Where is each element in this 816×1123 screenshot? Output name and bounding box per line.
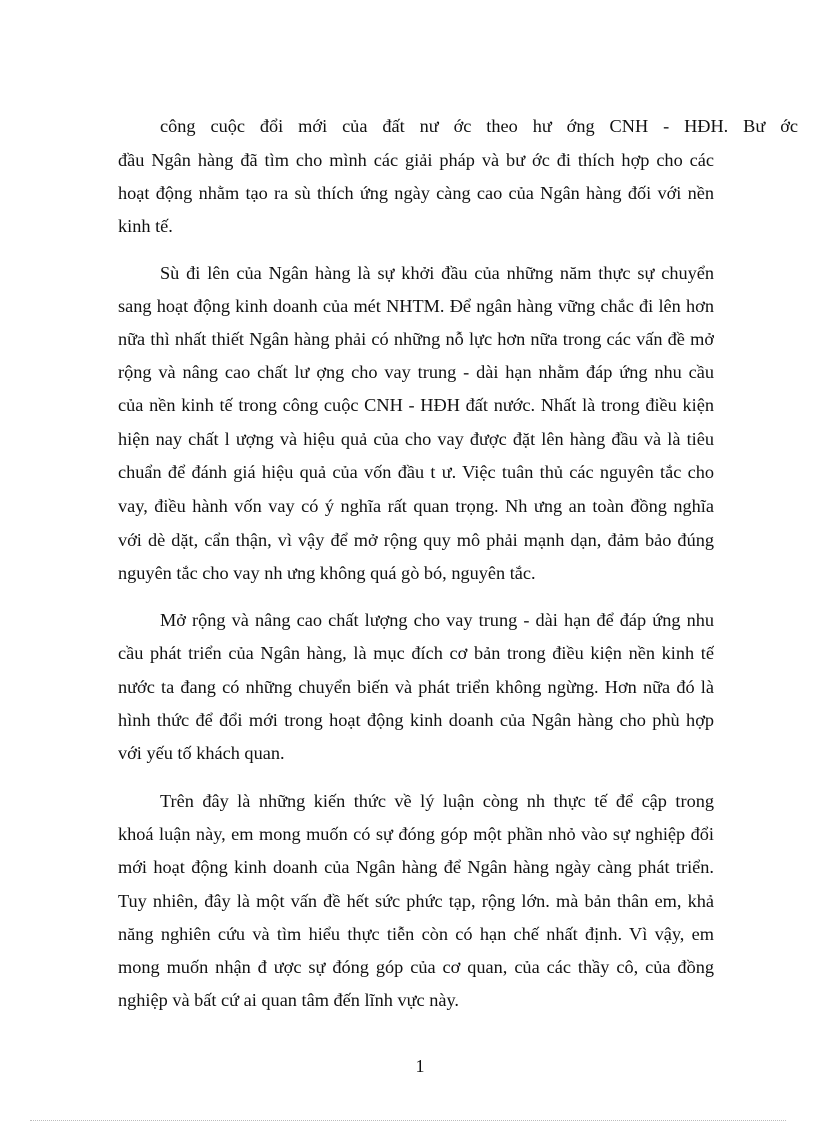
text-line: nữa thì nhất thiết Ngân hàng phải có những nỗ lực hơn nữa trong các vấn đề mở: [118, 329, 714, 349]
text-line: mới hoạt động kinh doanh của Ngân hàng để Ngân hàng ngày càng phát triển.: [118, 857, 714, 877]
text-line: kinh tế.: [118, 216, 173, 236]
text-line: cầu phát triển của Ngân hàng, là mục đích cơ bản trong điều kiện nền kinh tế: [118, 643, 714, 663]
text-line: hoạt động nhằm tạo ra sù thích ứng ngày càng cao của Ngân hàng đối với nền: [118, 183, 714, 203]
text-line: Mở rộng và nâng cao chất lượng cho vay trung - dài hạn để đáp ứng nhu: [160, 610, 714, 630]
text-line: đầu Ngân hàng đã tìm cho mình các giải pháp và bư ớc đi thích hợp cho các: [118, 150, 714, 170]
text-line: sang hoạt động kinh doanh của mét NHTM. Để ngân hàng vững chắc đi lên hơn: [118, 296, 714, 316]
text-line: với dè dặt, cẩn thận, vì vậy để mở rộng quy mô phải mạnh dạn, đảm bảo đúng: [118, 530, 714, 550]
text-line: Sù đi lên của Ngân hàng là sự khởi đầu của những năm thực sự chuyển: [160, 263, 714, 283]
text-line: của nền kinh tế trong công cuộc CNH - HĐH đất nước. Nhất là trong điều kiện: [118, 395, 714, 415]
text-line: chuẩn để đánh giá hiệu quả của vốn đầu t ư. Việc tuân thủ các nguyên tắc cho: [118, 462, 714, 482]
text-line: rộng và nâng cao chất lư ợng cho vay trung - dài hạn nhằm đáp ứng nhu cầu: [118, 362, 714, 382]
text-line: mong muốn nhận đ ược sự đóng góp của cơ quan, của các thầy cô, của đồng: [118, 957, 714, 977]
text-line: hình thức để đổi mới trong hoạt động kinh doanh của Ngân hàng cho phù hợp: [118, 710, 714, 730]
text-line: nguyên tắc cho vay nh ưng không quá gò bó, nguyên tắc.: [118, 563, 536, 583]
text-line: khoá luận này, em mong muốn có sự đóng góp một phần nhỏ vào sự nghiệp đổi: [118, 824, 714, 844]
page-number: 1: [415, 1056, 425, 1076]
text-line: Trên đây là những kiến thức về lý luận còng nh thực tế để cập trong: [160, 791, 714, 811]
text-line: nước ta đang có những chuyển biến và phát triển không ngừng. Hơn nữa đó là: [118, 677, 714, 697]
text-line: công cuộc đổi mới của đất nư ớc theo hư ớng CNH - HĐH. Bư ớc: [160, 116, 798, 136]
text-line: vay, điều hành vốn vay có ý nghĩa rất quan trọng. Nh ưng an toàn đồng nghĩa: [118, 496, 714, 516]
text-line: hiện nay chất l ượng và hiệu quả của cho vay được đặt lên hàng đầu và là tiêu: [118, 429, 714, 449]
text-line: nghiệp và bất cứ ai quan tâm đến lĩnh vực này.: [118, 990, 459, 1010]
page-bottom-divider: [30, 1120, 786, 1121]
text-line: Tuy nhiên, đây là một vấn đề hết sức phức tạp, rộng lớn. mà bản thân em, khả: [118, 891, 714, 911]
text-line: với yếu tố khách quan.: [118, 743, 285, 763]
text-line: năng nghiên cứu và tìm hiểu thực tiễn còn có hạn chế nhất định. Vì vậy, em: [118, 924, 714, 944]
